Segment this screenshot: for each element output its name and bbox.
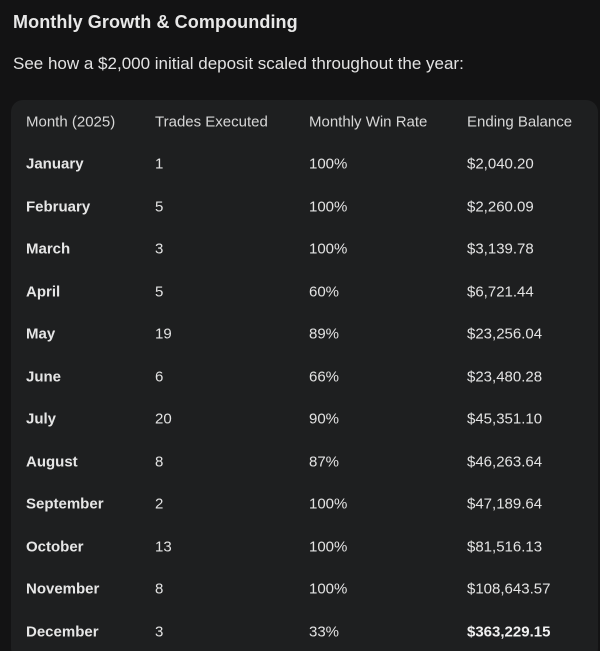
balance-cell: $45,351.10 (467, 410, 543, 427)
trades-cell: 2 (155, 495, 164, 512)
month-cell: November (26, 580, 100, 597)
trades-cell: 20 (155, 410, 172, 427)
month-cell: October (26, 538, 84, 555)
balance-cell: $2,260.09 (467, 198, 534, 215)
win-rate-cell: 100% (309, 240, 348, 257)
trades-cell: 8 (155, 580, 164, 597)
table-row (11, 482, 598, 525)
column-header-win-rate: Monthly Win Rate (309, 113, 428, 130)
trades-cell: 8 (155, 453, 164, 470)
balance-cell-final: $363,229.15 (467, 623, 551, 640)
balance-cell: $23,256.04 (467, 325, 543, 342)
month-cell: April (26, 283, 61, 300)
win-rate-cell: 100% (309, 155, 348, 172)
trades-cell: 19 (155, 325, 172, 342)
table-row (11, 185, 598, 228)
win-rate-cell: 66% (309, 368, 340, 385)
table-row (11, 355, 598, 398)
section-heading: Monthly Growth & Compounding (13, 12, 298, 32)
column-header-balance: Ending Balance (467, 113, 573, 130)
intro-text: See how a $2,000 initial deposit scaled throughout the year: (13, 54, 464, 73)
win-rate-cell: 90% (309, 410, 340, 427)
trades-cell: 3 (155, 623, 164, 640)
balance-cell: $3,139.78 (467, 240, 534, 257)
win-rate-cell: 100% (309, 198, 348, 215)
trades-cell: 1 (155, 155, 164, 172)
balance-cell: $108,643.57 (467, 580, 551, 597)
month-cell: July (26, 410, 57, 427)
win-rate-cell: 100% (309, 538, 348, 555)
month-cell: June (26, 368, 62, 385)
balance-cell: $81,516.13 (467, 538, 543, 555)
win-rate-cell: 87% (309, 453, 340, 470)
growth-table (11, 100, 598, 651)
win-rate-cell: 100% (309, 495, 348, 512)
month-cell: May (26, 325, 56, 342)
month-cell: September (26, 495, 104, 512)
win-rate-cell: 33% (309, 623, 340, 640)
trades-cell: 6 (155, 368, 164, 385)
table-row (11, 270, 598, 313)
month-cell: August (26, 453, 78, 470)
table-row (11, 227, 598, 270)
balance-cell: $23,480.28 (467, 368, 543, 385)
month-cell: March (26, 240, 71, 257)
table-row (11, 312, 598, 355)
balance-cell: $6,721.44 (467, 283, 534, 300)
table-header-row (11, 100, 598, 143)
month-cell: January (26, 155, 84, 172)
table-row (11, 567, 598, 610)
win-rate-cell: 100% (309, 580, 348, 597)
trades-cell: 5 (155, 198, 164, 215)
balance-cell: $46,263.64 (467, 453, 543, 470)
balance-cell: $47,189.64 (467, 495, 543, 512)
win-rate-cell: 60% (309, 283, 340, 300)
table-row (11, 610, 598, 651)
table-row (11, 440, 598, 483)
column-header-trades: Trades Executed (155, 113, 268, 130)
trades-cell: 3 (155, 240, 164, 257)
win-rate-cell: 89% (309, 325, 340, 342)
table-row (11, 397, 598, 440)
month-cell: February (26, 198, 91, 215)
table-row (11, 525, 598, 568)
trades-cell: 13 (155, 538, 172, 555)
column-header-month: Month (2025) (26, 113, 116, 130)
trades-cell: 5 (155, 283, 164, 300)
table-row (11, 142, 598, 185)
month-cell: December (26, 623, 99, 640)
balance-cell: $2,040.20 (467, 155, 534, 172)
